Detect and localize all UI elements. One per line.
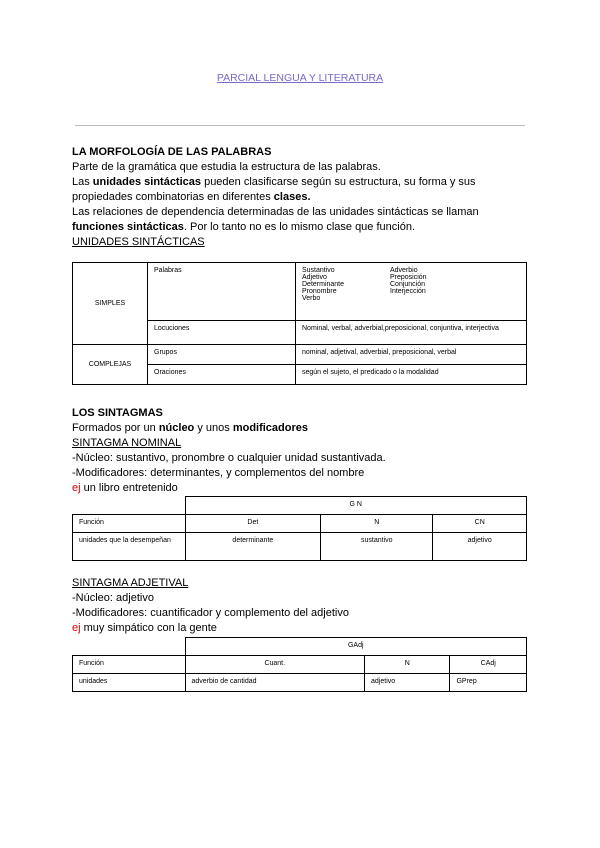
sa-body	[72, 576, 532, 636]
clase-item: Adverbio	[390, 267, 418, 274]
morfologia-heading: LA MORFOLOGÍA DE LAS PALABRAS	[72, 146, 272, 158]
locuciones-cell: Locuciones	[148, 321, 296, 345]
complejas-cell: COMPLEJAS	[73, 345, 148, 385]
gn-table	[72, 496, 527, 561]
gn-cell: Det	[185, 515, 321, 533]
sa-title: SINTAGMA ADJETIVAL	[72, 577, 189, 589]
gadj-cell: N	[365, 656, 450, 674]
gn-cell: sustantivo	[321, 533, 433, 561]
gadj-cell: GPrep	[450, 674, 527, 692]
sn-line: -Modificadores: determinantes, y complementos del nombre	[72, 467, 365, 479]
gadj-cell: Función	[73, 656, 186, 674]
gadj-cell: CAdj	[450, 656, 527, 674]
clase-item: Conjunción	[390, 281, 426, 288]
morfologia-line: Las unidades sintácticas pueden clasificarse según su estructura, su forma y sus	[72, 176, 476, 188]
gadj-cell: adjetivo	[365, 674, 450, 692]
grupos-value: nominal, adjetival, adverbial, preposicional, verbal	[296, 345, 527, 365]
clase-item: Preposición	[390, 274, 427, 281]
grupos-cell: Grupos	[148, 345, 296, 365]
simples-cell: SIMPLES	[73, 263, 148, 345]
gadj-cell: unidades	[73, 674, 186, 692]
gadj-cell: Cuant.	[185, 656, 365, 674]
sn-title: SINTAGMA NOMINAL	[72, 437, 182, 449]
sa-example: ej muy simpático con la gente	[72, 622, 217, 634]
gn-header: G N	[185, 497, 527, 515]
sintagmas-heading: LOS SINTAGMAS	[72, 407, 163, 419]
morfologia-line: Parte de la gramática que estudia la estructura de las palabras.	[72, 161, 381, 173]
gn-cell: adjetivo	[433, 533, 527, 561]
divider	[75, 125, 525, 126]
clase-item: Pronombre	[302, 288, 337, 295]
morfologia-line: propiedades combinatorias en diferentes clases.	[72, 191, 311, 203]
sintagmas-line: Formados por un núcleo y unos modificadores	[72, 422, 308, 434]
sn-line: -Núcleo: sustantivo, pronombre o cualquier unidad sustantivada.	[72, 452, 386, 464]
document-title: PARCIAL LENGUA Y LITERATURA	[216, 72, 384, 84]
sa-line: -Núcleo: adjetivo	[72, 592, 154, 604]
gadj-header: GAdj	[185, 638, 527, 656]
sintagmas-body	[72, 421, 532, 496]
gn-cell: determinante	[185, 533, 321, 561]
clase-item: Interjección	[390, 288, 426, 295]
palabras-cell: Palabras	[148, 263, 296, 321]
unidades-subtitle: UNIDADES SINTÁCTICAS	[72, 236, 205, 248]
gn-cell: N	[321, 515, 433, 533]
sn-example: ej un libro entretenido	[72, 482, 178, 494]
morfologia-body	[72, 160, 532, 250]
unidades-table	[72, 262, 527, 385]
locuciones-value: Nominal, verbal, adverbial,preposicional, conjuntiva, interjectiva	[296, 321, 527, 345]
clases-cell	[296, 263, 527, 321]
clase-item: Sustantivo	[302, 267, 335, 274]
clase-item: Verbo	[302, 295, 321, 302]
clase-item: Determinante	[302, 281, 345, 288]
morfologia-line: Las relaciones de dependencia determinadas de las unidades sintácticas se llaman	[72, 206, 479, 218]
gn-cell: Función	[73, 515, 186, 533]
clase-item: Adjetivo	[302, 274, 327, 281]
gn-cell: CN	[433, 515, 527, 533]
gadj-cell: adverbio de cantidad	[185, 674, 365, 692]
oraciones-cell: Oraciones	[148, 365, 296, 385]
gadj-table	[72, 637, 527, 692]
gn-cell: unidades que la desempeñan	[73, 533, 186, 561]
oraciones-value: según el sujeto, el predicado o la modalidad	[296, 365, 527, 385]
morfologia-line: funciones sintácticas. Por lo tanto no es lo mismo clase que función.	[72, 221, 415, 233]
sa-line: -Modificadores: cuantificador y complemento del adjetivo	[72, 607, 349, 619]
